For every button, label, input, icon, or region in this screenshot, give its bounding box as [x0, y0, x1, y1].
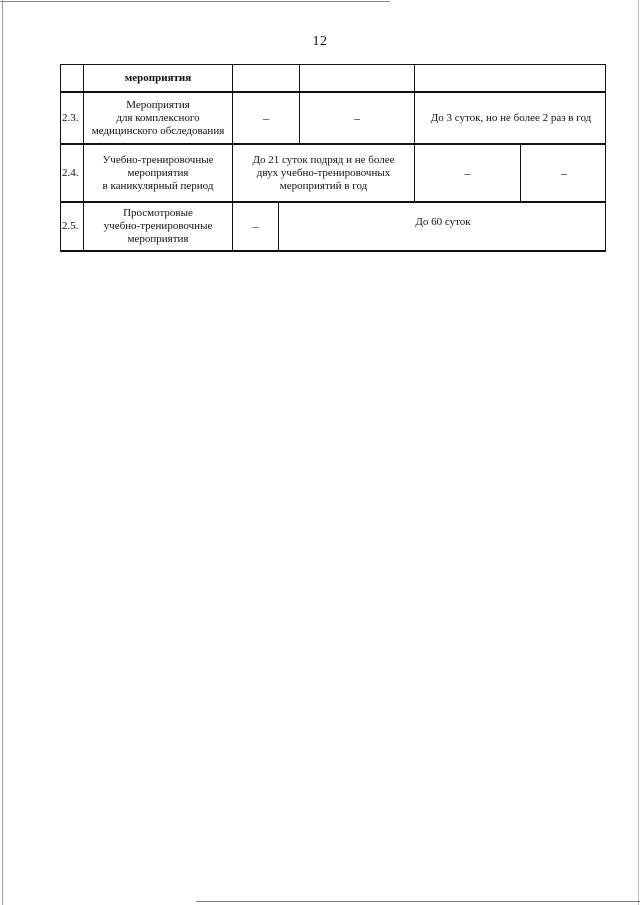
row-number: 2.3. [62, 111, 79, 124]
page-number: 12 [312, 34, 328, 49]
table-cell: – [520, 145, 607, 201]
scan-edge-bottom [196, 901, 640, 902]
scan-edge-top [0, 1, 390, 2]
table-row-2-3 [60, 92, 606, 144]
event-name: Просмотровые учебно-тренировочные мероприятия [83, 203, 232, 250]
table-row-2-4 [60, 144, 606, 202]
table-cell [299, 65, 414, 91]
table-cell: – [232, 203, 278, 250]
event-name: мероприятия [83, 65, 232, 91]
row-number: 2.5. [62, 220, 79, 232]
table-cell [414, 65, 607, 91]
table-cell: До 60 суток [278, 203, 607, 250]
event-name: Мероприятия для комплексного медицинского обследования [83, 93, 232, 143]
event-name: Учебно-тренировочные мероприятия в каникулярный период [83, 145, 232, 201]
training-events-table [60, 64, 606, 252]
table-cell: До 3 суток, но не более 2 раз в год [414, 93, 607, 143]
table-cell: – [414, 145, 520, 201]
table-cell: – [299, 93, 414, 143]
table-cell [232, 65, 299, 91]
scan-edge-right [638, 0, 639, 905]
table-cell: До 21 суток подряд и не более двух учебно-тренировочных мероприятий в год [232, 145, 414, 201]
scan-edge-left [2, 0, 3, 905]
table-cell: – [232, 93, 299, 143]
table-row-2-5 [60, 202, 606, 252]
row-number: 2.4. [62, 166, 79, 179]
row-number [61, 65, 83, 91]
table-row-continuation [60, 64, 606, 92]
